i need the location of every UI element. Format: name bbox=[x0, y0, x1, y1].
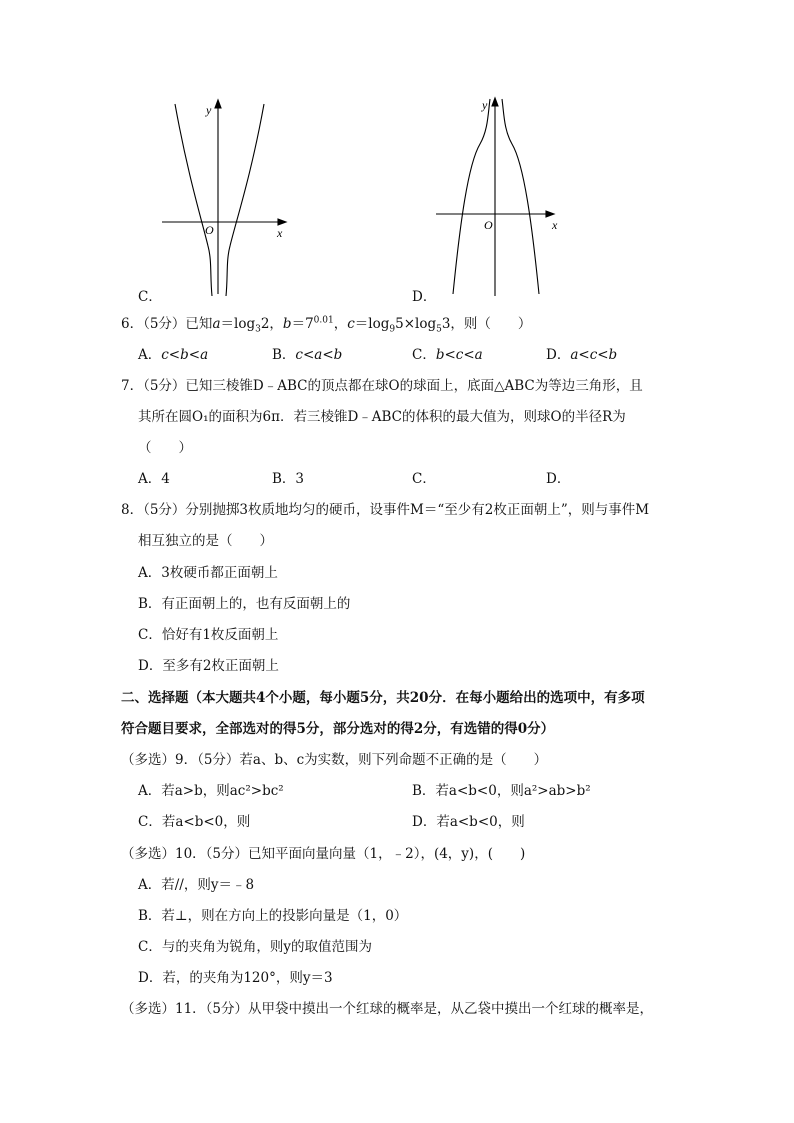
graph-c bbox=[150, 96, 300, 296]
q7-option-b: B．3 bbox=[272, 471, 305, 487]
q8-option-b: B．有正面朝上的，也有反面朝上的 bbox=[138, 596, 351, 612]
graph-c-y-arrow bbox=[215, 100, 221, 108]
q10-option-a: A．若//，则y＝﹣8 bbox=[138, 877, 255, 893]
q8-option-a: A．3枚硬币都正面朝上 bbox=[138, 565, 278, 581]
q8-option-d: D．至多有2枚正面朝上 bbox=[138, 658, 279, 674]
graph-c-x-label: x bbox=[277, 226, 283, 240]
q7-option-c: C． bbox=[412, 471, 436, 487]
q10-option-c: C．与的夹角为锐角，则y的取值范围为 bbox=[138, 939, 372, 955]
graph-d-x-label: x bbox=[552, 218, 558, 232]
graph-d-curve-left bbox=[453, 99, 490, 294]
q7-line1: 7．（5分）已知三棱锥D﹣ABC的顶点都在球O的球面上，底面△ABC为等边三角形，且 bbox=[121, 378, 643, 394]
q9-option-b: B．若a<b<0，则a²>ab>b² bbox=[412, 783, 591, 799]
graph-c-origin-label: O bbox=[205, 223, 214, 237]
graph-c-curve-left bbox=[175, 104, 212, 296]
graph-d bbox=[430, 94, 570, 298]
q6-option-b: B．c<a<b bbox=[272, 347, 343, 363]
q7-line3: （ ） bbox=[138, 440, 192, 456]
q9-option-d: D．若a<b<0，则 bbox=[412, 814, 525, 830]
q8-line1: 8．（5分）分别抛掷3枚质地均匀的硬币，设事件M＝“至少有2枚正面朝上”，则与事件M bbox=[121, 502, 650, 518]
q8-line2: 相互独立的是（ ） bbox=[138, 533, 273, 549]
q10-option-d: D．若，的夹角为120°，则y＝3 bbox=[138, 970, 333, 986]
q8-option-c: C．恰好有1枚反面朝上 bbox=[138, 627, 279, 643]
graph-c-curve-right bbox=[226, 104, 264, 296]
graph-d-label: D． bbox=[412, 289, 437, 305]
graph-c-label: C． bbox=[138, 289, 162, 305]
q11-stem: （多选）11．（5分）从甲袋中摸出一个红球的概率是，从乙袋中摸出一个红球的概率是， bbox=[121, 1001, 654, 1017]
q6-stem: 6．（5分）已知$a=\log_32$，$b=7^{0.01}$，$c=\log_95\times\log_53$，则（ ） bbox=[121, 315, 532, 335]
graph-d-x-arrow bbox=[546, 211, 554, 217]
graph-c-y-label: y bbox=[206, 103, 212, 117]
q9-option-c: C．若a<b<0，则 bbox=[138, 814, 251, 830]
q9-stem: （多选）9．（5分）若a、b、c为实数，则下列命题不正确的是（ ） bbox=[121, 752, 548, 768]
q7-option-d: D． bbox=[546, 471, 571, 487]
graph-c-x-arrow bbox=[278, 219, 286, 225]
q6-option-c: C．b<c<a bbox=[412, 347, 483, 363]
q9-option-a: A．若a>b，则ac²>bc² bbox=[138, 783, 284, 799]
section2-line1: 二、选择题（本大题共4个小题，每小题5分，共20分．在每小题给出的选项中，有多项 bbox=[121, 690, 645, 706]
graph-d-curve-right bbox=[502, 99, 539, 294]
q7-option-a: A．4 bbox=[138, 471, 170, 487]
q10-stem: （多选）10．（5分）已知平面向量向量（1，﹣2），(4，y)，( ) bbox=[121, 846, 526, 862]
section2-line2: 符合题目要求，全部选对的得5分，部分选对的得2分，有选错的得0分） bbox=[121, 721, 555, 737]
graph-d-y-label: y bbox=[482, 98, 488, 112]
graph-d-y-arrow bbox=[492, 98, 498, 106]
graph-d-origin-label: O bbox=[484, 218, 493, 232]
q6-option-a: A．c<b<a bbox=[138, 347, 209, 363]
q6-option-d: D．a<c<b bbox=[546, 347, 618, 363]
q7-line2: 其所在圆O₁的面积为6π．若三棱锥D﹣ABC的体积的最大值为，则球O的半径R为 bbox=[138, 409, 626, 425]
q10-option-b: B．若⊥，则在方向上的投影向量是（1，0） bbox=[138, 908, 408, 924]
